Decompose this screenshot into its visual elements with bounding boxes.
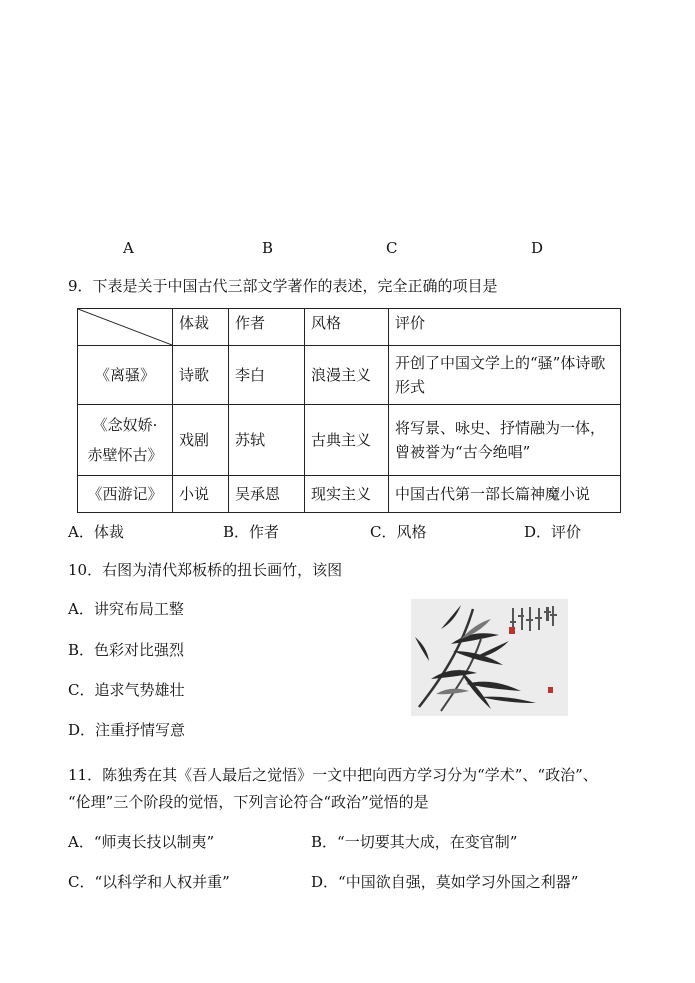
row-genre: 小说	[173, 476, 229, 513]
row-comment: 将写景、咏史、抒情融为一体，曾被誉为“古今绝唱”	[389, 405, 621, 476]
q10-option-a: A．讲究布局工整	[68, 600, 184, 618]
row-style: 现实主义	[305, 476, 389, 513]
q11-stem-line2: “伦理”三个阶段的觉悟，下列言论符合“政治”觉悟的是	[68, 793, 429, 811]
q9-option-a: A．体裁	[68, 523, 124, 541]
row-comment: 中国古代第一部长篇神魔小说	[389, 476, 621, 513]
q11-option-a: A．“师夷长技以制夷”	[68, 833, 215, 851]
diagonal-header-cell	[78, 309, 173, 346]
row-comment: 开创了中国文学上的“骚”体诗歌形式	[389, 346, 621, 405]
bamboo-ink-drawing	[411, 599, 568, 716]
row-title: 《离骚》	[78, 346, 173, 405]
header-genre: 体裁	[173, 309, 229, 346]
row-title: 《西游记》	[78, 476, 173, 513]
row-author: 吴承恩	[229, 476, 305, 513]
q10-option-b: B．色彩对比强烈	[68, 641, 185, 659]
row-style: 浪漫主义	[305, 346, 389, 405]
row-genre: 诗歌	[173, 346, 229, 405]
option-letter-b: B	[262, 239, 274, 257]
q9-option-c: C．风格	[370, 523, 427, 541]
q9-table	[77, 308, 621, 513]
table-row	[78, 405, 621, 476]
q10-stem: 10．右图为清代郑板桥的扭长画竹，该图	[68, 561, 343, 579]
diagonal-line	[78, 309, 172, 345]
row-title-line1: 《念奴娇·	[92, 416, 158, 434]
option-letter-a: A	[123, 239, 134, 257]
row-title	[78, 405, 173, 476]
option-letter-d: D	[531, 239, 544, 257]
q9-option-d: D．评价	[524, 523, 582, 541]
q11-option-c: C．“以科学和人权并重”	[68, 873, 230, 891]
q9-stem: 9．下表是关于中国古代三部文学著作的表述，完全正确的项目是	[68, 277, 498, 295]
option-letter-c: C	[386, 239, 398, 257]
row-author: 李白	[229, 346, 305, 405]
row-author: 苏轼	[229, 405, 305, 476]
header-style: 风格	[305, 309, 389, 346]
table-row	[78, 476, 621, 513]
q11-option-d: D．“中国欲自强，莫如学习外国之利器”	[311, 873, 579, 891]
table-row	[78, 346, 621, 405]
q10-option-c: C．追求气势雄壮	[68, 681, 185, 699]
row-genre: 戏剧	[173, 405, 229, 476]
row-title-line2: 赤壁怀古》	[87, 446, 163, 464]
table-header-row	[78, 309, 621, 346]
q10-option-d: D．注重抒情写意	[68, 721, 186, 739]
q9-option-b: B．作者	[223, 523, 280, 541]
header-comment: 评价	[389, 309, 621, 346]
header-author: 作者	[229, 309, 305, 346]
q11-option-b: B．“一切要其大成，在变官制”	[311, 833, 518, 851]
q11-stem-line1: 11．陈独秀在其《吾人最后之觉悟》一文中把向西方学习分为“学术”、“政治”、	[68, 766, 598, 784]
bamboo-painting-image	[411, 599, 568, 716]
row-style: 古典主义	[305, 405, 389, 476]
